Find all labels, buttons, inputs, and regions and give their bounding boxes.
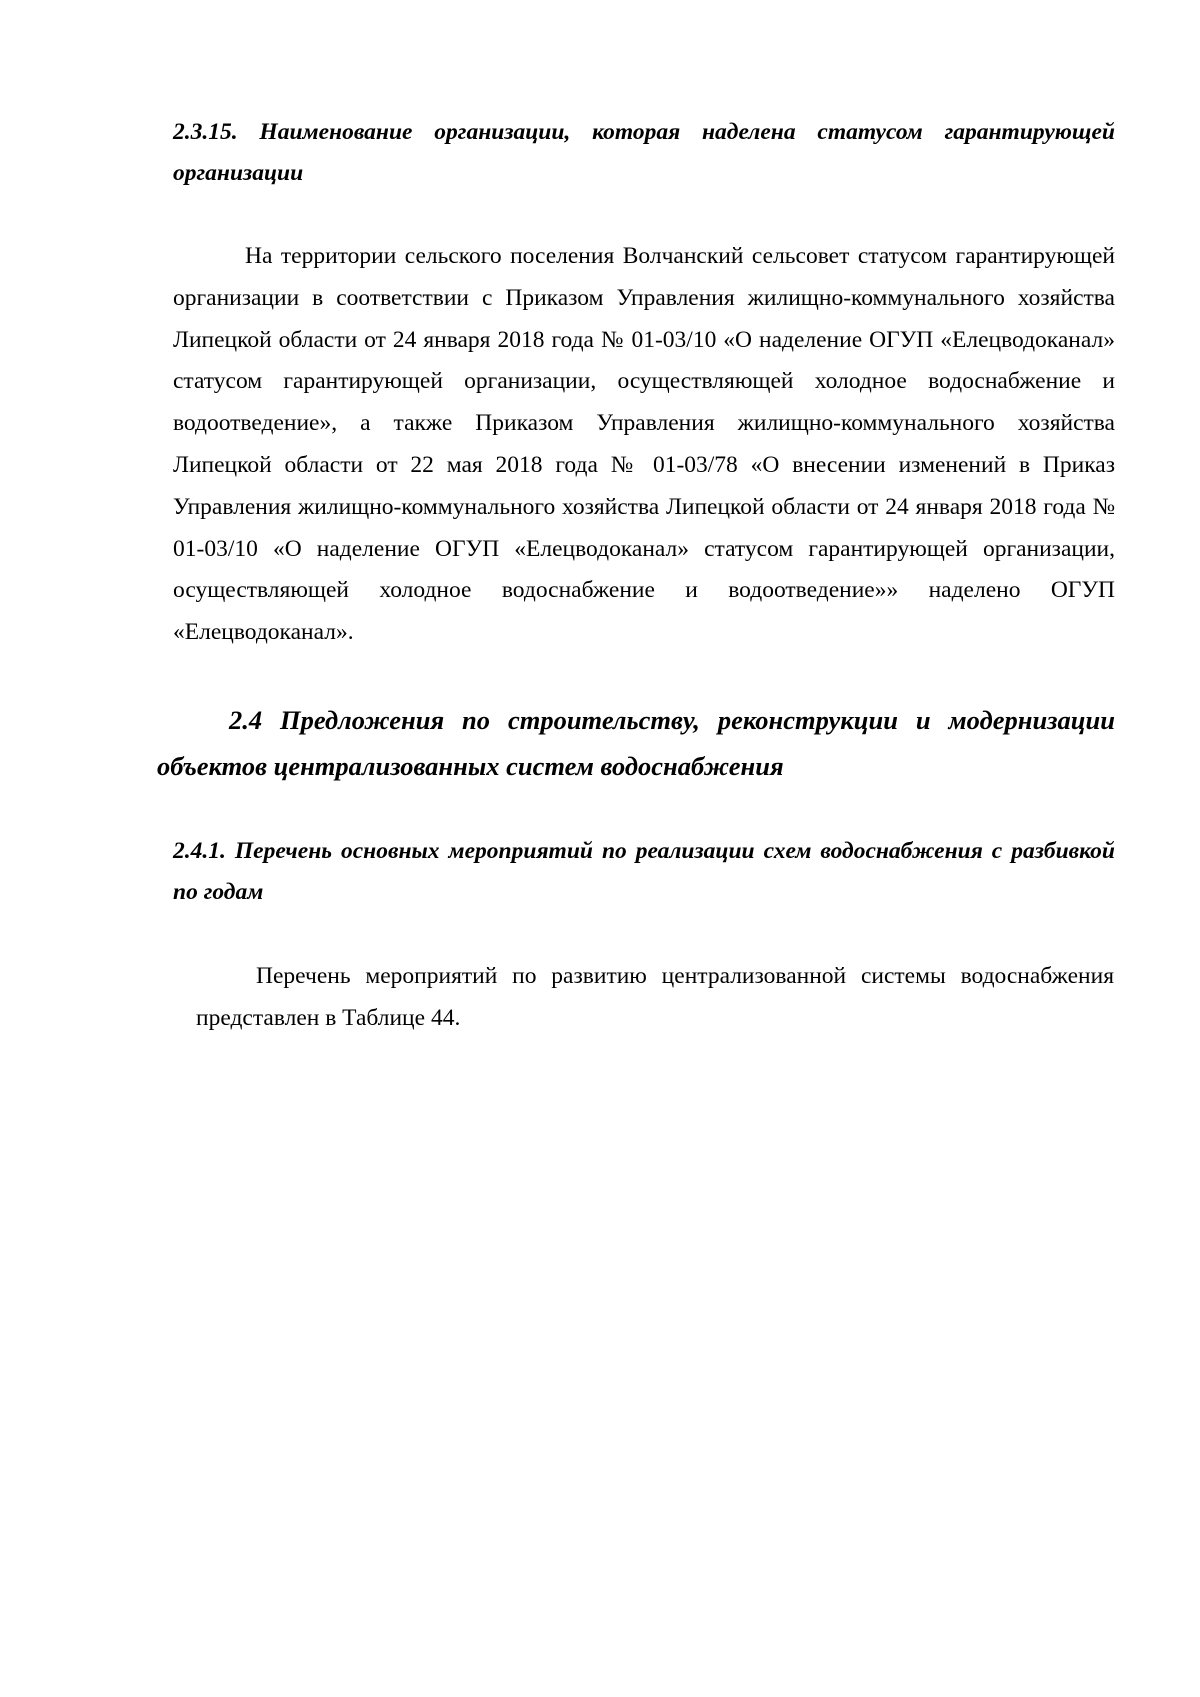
section-heading-2-4: 2.4 Предложения по строительству, реконструкции и модернизации объектов централизованных систем водоснабжения — [157, 705, 1115, 781]
measures-list-paragraph: Перечень мероприятий по развитию централизованной системы водоснабжения представлен в Таблице 44. — [196, 963, 1114, 1031]
section-heading-2-4-1: 2.4.1. Перечень основных мероприятий по реализации схем водоснабжения с разбивкой по годам — [173, 838, 1115, 905]
guarantee-organization-paragraph: На территории сельского поселения Волчанский сельсовет статусом гарантирующей организации в соответствии с Приказом Управления жилищно-коммунального хозяйства Липецкой области от 24 января 2018 года № 01-03/10 «О наделение ОГУП «Елецводоканал» статусом гарантирующей организации, осуществляющей холодное водоснабжение и водоотведение», а также Приказом Управления жилищно-коммунального хозяйства Липецкой области от 22 мая 2018 года № 01-03/78 «О внесении изменений в Приказ Управления жилищно-коммунального хозяйства Липецкой области от 24 января 2018 года № 01-03/10 «О наделение ОГУП «Елецводоканал» статусом гарантирующей организации, осуществляющей холодное водоснабжение и водоотведение»» наделено ОГУП «Елецводоканал». — [173, 243, 1115, 646]
section-heading-2-3-15: 2.3.15. Наименование организации, которая наделена статусом гарантирующей организации — [173, 119, 1115, 186]
